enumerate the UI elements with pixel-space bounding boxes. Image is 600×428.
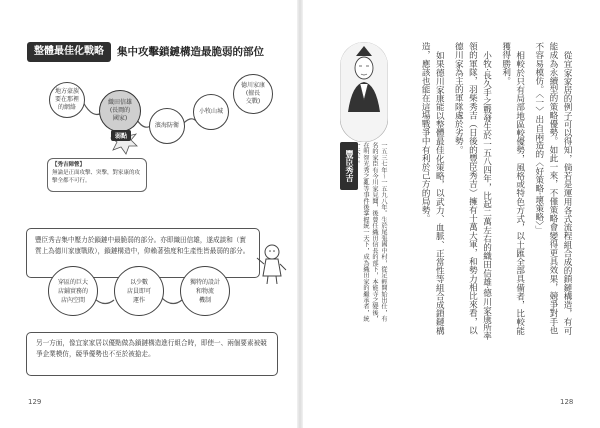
section-title: 集中攻擊鎖鏈構造最脆弱的部位 xyxy=(117,46,264,58)
element-few-staff: 以少數 店員即可 運作 xyxy=(114,266,164,316)
node-oda-nobukatsu: 織田信雄 (長岡的 國家) xyxy=(99,90,141,132)
element-large-store: 穿區的巨大 店鋪實務的 店內空間 xyxy=(48,266,98,316)
hideyoshi-camp-callout xyxy=(47,158,147,192)
summary-text-ikea: 另一方面，像宜家家居以優點做為鎖鏈構造進行組合時，即使一、兩個要素被競爭企業模仿，競爭優勢也不至於被搶走。 xyxy=(36,339,267,358)
paragraph: 如果德川家康能以整體最佳化策略，以武力、血脈、正當性等組合成鎖鏈構造，應該也能在這場戰爭中有利於己方的局勢。 xyxy=(420,42,445,335)
paragraph: 小牧·長久手之戰發生於一五八四年，比起二萬左右的織田信雄·德川家康所率領的軍隊，羽柴秀吉（日後的豐臣秀吉）擁有十萬大軍，和勢力相比來看，以德川家為主的軍隊處於劣勢。 xyxy=(453,42,492,340)
biography-panel xyxy=(340,130,388,326)
node-local-gentry: 地方豪族 要在那裡 的網絡 xyxy=(49,82,85,118)
ikea-elements-diagram xyxy=(26,256,290,336)
strategy-tag: 整體最佳化戰略 xyxy=(27,42,111,62)
paragraph: 相較於只有局部地區較優勢，風格或特色方式，以土匯全部具備者，比較能獲得勝利。 xyxy=(500,42,525,335)
bio-name-tag: 豐臣秀吉 xyxy=(340,142,358,190)
page-number-left: 129 xyxy=(28,398,42,406)
node-coastal-defense: 濱海防衛 xyxy=(149,108,185,144)
summary-text: 豐臣秀吉集中壓力於鎖鏈中最脆弱的部分。亦即織田信雄，遂成談和（實質上為德川家康戰敗），鎖鏈構造中，仰賴著強度和生產性皆最弱的部分。 xyxy=(35,236,250,255)
chain-diagram xyxy=(45,70,285,220)
section-header xyxy=(27,42,282,62)
weak-point-badge: 弱點 xyxy=(111,130,131,141)
bio-text: 一五三七年～一五九八年。生於尾張國中村，從足輕開始出仕，有名的家臣有今川家見聞，後曾任織田信長的部下，本能寺之變後，在明智光秀之亂等事件後掌握統一天下，成為織田家的繼承者，統一天下。 xyxy=(353,142,387,322)
page-number-right: 128 xyxy=(560,398,574,406)
hideyoshi-portrait-icon xyxy=(340,42,388,142)
callout-text: 無論是正面攻擊、突擊，對家康的攻擊全都不可行。 xyxy=(52,170,141,184)
node-komakiyama-castle: 小牧山城 xyxy=(193,94,229,130)
book-gutter xyxy=(297,0,303,428)
paragraph: 從宜家家居的例子可以得知，倘若是運用各式流程組合成的鎖鏈構造，有可能成為永續型的策略優勢。如此一來，不僅策略會變得更具效果，競爭對手也不容易模仿。〈一〉出自兩造的〈好策略·壞策略〉」 xyxy=(533,42,572,335)
summary-box-ikea xyxy=(26,332,278,376)
main-body-text xyxy=(404,42,574,342)
node-tokugawa-ieyasu: 德川家康 (擅長 交戰) xyxy=(233,74,273,114)
element-unique-design: 獨特的設計 和物流 機制 xyxy=(180,266,230,316)
callout-title: 【秀吉陣營】 xyxy=(52,162,86,168)
